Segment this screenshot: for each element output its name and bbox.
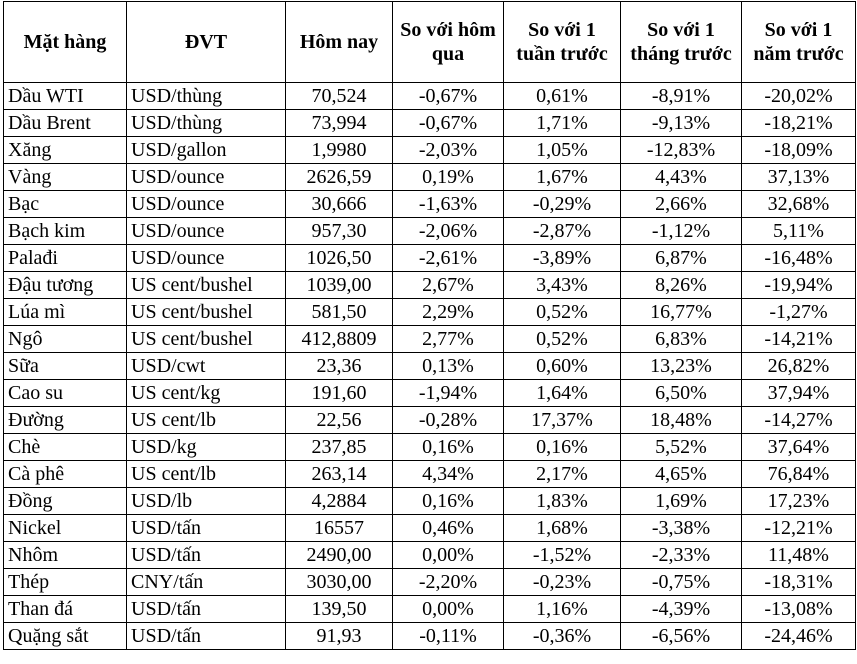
unit-cell: USD/cwt [127,353,286,380]
unit-cell: USD/ounce [127,245,286,272]
change-month-cell: 6,87% [621,245,742,272]
commodity-cell: Đường [4,407,127,434]
table-row [4,434,856,461]
today-price-cell: 139,50 [286,596,393,623]
table-body [4,83,856,650]
change-week-cell: 0,52% [504,326,621,353]
table-row [4,218,856,245]
unit-cell: USD/thùng [127,110,286,137]
header-commodity: Mặt hàng [4,2,127,83]
change-day-cell: 0,19% [393,164,504,191]
commodity-cell: Bạc [4,191,127,218]
change-month-cell: -3,38% [621,515,742,542]
today-price-cell: 263,14 [286,461,393,488]
change-year-cell: 17,23% [742,488,856,515]
change-month-cell: 4,65% [621,461,742,488]
change-week-cell: 17,37% [504,407,621,434]
commodity-cell: Nickel [4,515,127,542]
change-week-cell: 1,05% [504,137,621,164]
unit-cell: USD/kg [127,434,286,461]
unit-cell: US cent/lb [127,461,286,488]
change-day-cell: -2,20% [393,569,504,596]
table-row [4,542,856,569]
unit-cell: USD/ounce [127,164,286,191]
change-year-cell: -13,08% [742,596,856,623]
unit-cell: USD/gallon [127,137,286,164]
table-row [4,596,856,623]
change-day-cell: 0,00% [393,542,504,569]
change-day-cell: -1,63% [393,191,504,218]
table-row [4,299,856,326]
change-week-cell: 0,61% [504,83,621,110]
commodity-cell: Đậu tương [4,272,127,299]
table-row [4,488,856,515]
change-month-cell: 13,23% [621,353,742,380]
change-week-cell: 1,64% [504,380,621,407]
change-week-cell: 1,68% [504,515,621,542]
today-price-cell: 3030,00 [286,569,393,596]
today-price-cell: 16557 [286,515,393,542]
unit-cell: USD/lb [127,488,286,515]
change-year-cell: -18,09% [742,137,856,164]
change-year-cell: -19,94% [742,272,856,299]
table-row [4,353,856,380]
table-row [4,83,856,110]
commodity-cell: Palađi [4,245,127,272]
unit-cell: US cent/lb [127,407,286,434]
change-day-cell: 2,67% [393,272,504,299]
change-week-cell: -3,89% [504,245,621,272]
change-day-cell: -2,03% [393,137,504,164]
change-week-cell: 2,17% [504,461,621,488]
commodity-cell: Sữa [4,353,127,380]
change-week-cell: -2,87% [504,218,621,245]
change-year-cell: -16,48% [742,245,856,272]
header-today: Hôm nay [286,2,393,83]
change-year-cell: -14,27% [742,407,856,434]
change-month-cell: -9,13% [621,110,742,137]
today-price-cell: 73,994 [286,110,393,137]
change-month-cell: -4,39% [621,596,742,623]
change-year-cell: 32,68% [742,191,856,218]
change-month-cell: 8,26% [621,272,742,299]
commodity-cell: Vàng [4,164,127,191]
change-year-cell: 37,94% [742,380,856,407]
table-row [4,326,856,353]
change-day-cell: 0,13% [393,353,504,380]
change-day-cell: -1,94% [393,380,504,407]
table-row [4,569,856,596]
change-week-cell: 1,83% [504,488,621,515]
table-row [4,515,856,542]
today-price-cell: 91,93 [286,623,393,650]
change-day-cell: -0,28% [393,407,504,434]
table-row [4,407,856,434]
change-month-cell: 1,69% [621,488,742,515]
commodity-cell: Dầu Brent [4,110,127,137]
change-week-cell: 1,16% [504,596,621,623]
change-month-cell: -0,75% [621,569,742,596]
change-day-cell: -0,11% [393,623,504,650]
change-year-cell: -14,21% [742,326,856,353]
change-week-cell: 1,67% [504,164,621,191]
today-price-cell: 70,524 [286,83,393,110]
header-vs-week: So với 1 tuần trước [504,2,621,83]
change-day-cell: 2,77% [393,326,504,353]
today-price-cell: 2626,59 [286,164,393,191]
change-month-cell: 6,50% [621,380,742,407]
today-price-cell: 191,60 [286,380,393,407]
unit-cell: USD/tấn [127,623,286,650]
today-price-cell: 237,85 [286,434,393,461]
commodity-cell: Bạch kim [4,218,127,245]
change-week-cell: 1,71% [504,110,621,137]
header-vs-year: So với 1 năm trước [742,2,856,83]
change-year-cell: 5,11% [742,218,856,245]
change-year-cell: 76,84% [742,461,856,488]
unit-cell: USD/tấn [127,515,286,542]
change-day-cell: 0,00% [393,596,504,623]
today-price-cell: 22,56 [286,407,393,434]
commodity-cell: Than đá [4,596,127,623]
change-year-cell: -1,27% [742,299,856,326]
change-week-cell: 3,43% [504,272,621,299]
unit-cell: USD/tấn [127,542,286,569]
unit-cell: CNY/tấn [127,569,286,596]
header-row [4,2,856,83]
table-row [4,191,856,218]
change-month-cell: 2,66% [621,191,742,218]
change-day-cell: 4,34% [393,461,504,488]
change-month-cell: -12,83% [621,137,742,164]
unit-cell: US cent/bushel [127,272,286,299]
unit-cell: US cent/bushel [127,299,286,326]
change-week-cell: 0,16% [504,434,621,461]
today-price-cell: 1026,50 [286,245,393,272]
today-price-cell: 412,8809 [286,326,393,353]
change-year-cell: 11,48% [742,542,856,569]
commodity-cell: Ngô [4,326,127,353]
unit-cell: USD/tấn [127,596,286,623]
change-week-cell: -1,52% [504,542,621,569]
commodity-cell: Thép [4,569,127,596]
change-month-cell: 4,43% [621,164,742,191]
today-price-cell: 581,50 [286,299,393,326]
change-day-cell: -2,06% [393,218,504,245]
change-month-cell: 18,48% [621,407,742,434]
today-price-cell: 23,36 [286,353,393,380]
table-row [4,380,856,407]
change-month-cell: 6,83% [621,326,742,353]
header-vs-yesterday: So với hôm qua [393,2,504,83]
commodity-cell: Chè [4,434,127,461]
change-day-cell: 0,46% [393,515,504,542]
today-price-cell: 4,2884 [286,488,393,515]
commodity-cell: Đồng [4,488,127,515]
change-year-cell: 37,13% [742,164,856,191]
unit-cell: US cent/bushel [127,326,286,353]
commodity-cell: Xăng [4,137,127,164]
change-day-cell: -2,61% [393,245,504,272]
change-day-cell: -0,67% [393,110,504,137]
unit-cell: USD/ounce [127,218,286,245]
change-year-cell: -18,31% [742,569,856,596]
commodity-price-table [3,1,856,650]
table-row [4,272,856,299]
commodity-cell: Nhôm [4,542,127,569]
table-row [4,245,856,272]
unit-cell: USD/ounce [127,191,286,218]
change-day-cell: 2,29% [393,299,504,326]
change-week-cell: -0,23% [504,569,621,596]
change-year-cell: -24,46% [742,623,856,650]
change-year-cell: -12,21% [742,515,856,542]
commodity-cell: Cà phê [4,461,127,488]
change-year-cell: -18,21% [742,110,856,137]
unit-cell: USD/thùng [127,83,286,110]
commodity-cell: Quặng sắt [4,623,127,650]
change-year-cell: 26,82% [742,353,856,380]
change-week-cell: 0,52% [504,299,621,326]
table-row [4,110,856,137]
table-row [4,461,856,488]
change-month-cell: 5,52% [621,434,742,461]
change-year-cell: -20,02% [742,83,856,110]
change-week-cell: -0,29% [504,191,621,218]
change-month-cell: -8,91% [621,83,742,110]
change-month-cell: 16,77% [621,299,742,326]
unit-cell: US cent/kg [127,380,286,407]
change-day-cell: 0,16% [393,434,504,461]
commodity-cell: Dầu WTI [4,83,127,110]
table-row [4,623,856,650]
today-price-cell: 30,666 [286,191,393,218]
today-price-cell: 2490,00 [286,542,393,569]
change-day-cell: 0,16% [393,488,504,515]
change-year-cell: 37,64% [742,434,856,461]
change-month-cell: -1,12% [621,218,742,245]
header-unit: ĐVT [127,2,286,83]
today-price-cell: 1039,00 [286,272,393,299]
today-price-cell: 1,9980 [286,137,393,164]
change-day-cell: -0,67% [393,83,504,110]
commodity-cell: Lúa mì [4,299,127,326]
today-price-cell: 957,30 [286,218,393,245]
table-row [4,164,856,191]
table-row [4,137,856,164]
header-vs-month: So với 1 tháng trước [621,2,742,83]
change-week-cell: 0,60% [504,353,621,380]
commodity-cell: Cao su [4,380,127,407]
change-month-cell: -6,56% [621,623,742,650]
change-week-cell: -0,36% [504,623,621,650]
change-month-cell: -2,33% [621,542,742,569]
